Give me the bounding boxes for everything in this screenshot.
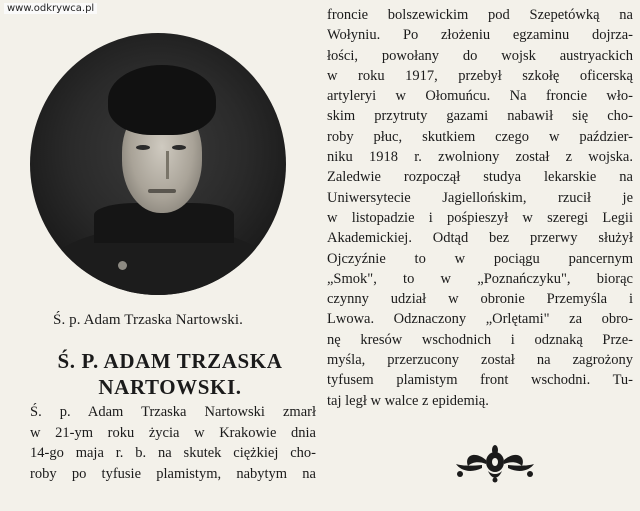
portrait-eye [172,145,186,150]
text-line: Uniwersytecie Jagiellońskim, rzucił je [327,189,633,206]
text-line: froncie bolszewickim pod Szepetówką na [327,7,633,23]
uniform-badge [118,261,127,270]
text-line: w listopadzie i pośpieszył w szeregi Legii [327,209,633,226]
left-column-text [30,402,316,484]
text-line: w roku 1917, przebył szkołę oficerską [327,67,633,84]
text-line: myśla, przerzucony został na zagrożony [327,352,633,369]
headline-line: NARTOWSKI. [98,375,242,399]
watermark: www.odkrywca.pl [4,3,97,14]
text-line: roby płuc, skutkiem czego w paździer- [327,128,633,145]
right-column-text [327,5,633,411]
text-line: tyfusem plamistym front wschodni. Tu- [327,372,633,389]
text-line: czynny udział w obronie Przemyśla i [327,291,633,308]
text-line: artyleryi w Ołomuńcu. Na froncie wło- [327,88,633,105]
text-line: roby po tyfusie plamistym, nabytym na [30,465,316,482]
portrait-hair [108,65,216,135]
text-line: Lwowa. Odznaczony „Orlętami" za obro- [327,311,633,328]
portrait-nose [158,151,169,179]
floral-ornament-icon [452,444,538,484]
text-line: Ojczyźnie to w pociągu pancernym [327,250,633,267]
text-line: nę kresów wschodnich i odznaką Prze- [327,331,633,348]
text-line: 14-go maja r. b. na skutek ciężkiej cho- [30,445,316,461]
text-line: skim przytruty gazami nabawił się cho- [327,108,633,125]
text-line: taj legł w walce z epidemią. [327,392,489,409]
text-line: Ś. p. Adam Trzaska Nartowski zmarł [30,404,316,420]
text-line: w 21-ym roku życia w Krakowie dnia [30,424,316,441]
portrait-mouth [148,189,176,193]
text-line: łości, powołany do wojsk austryackich [327,47,633,64]
portrait-eye [136,145,150,150]
portrait-photo [30,33,286,295]
text-line: Akademickiej. Odtąd bez przerwy służył [327,230,633,247]
text-line: niku 1918 r. zwolniony został z wojska. [327,149,633,166]
text-line: Zaledwie rozpoczął studya lekarskie na [327,169,633,186]
text-line: Wołyniu. Po złożeniu egzaminu dojrza- [327,27,633,44]
headline-line: Ś. P. ADAM TRZASKA [57,349,283,373]
photo-caption: Ś. p. Adam Trzaska Nartowski. [53,312,243,328]
text-line: „Smok", to w „Poznańczyku", biorąc [327,270,633,287]
article-headline [24,348,316,400]
